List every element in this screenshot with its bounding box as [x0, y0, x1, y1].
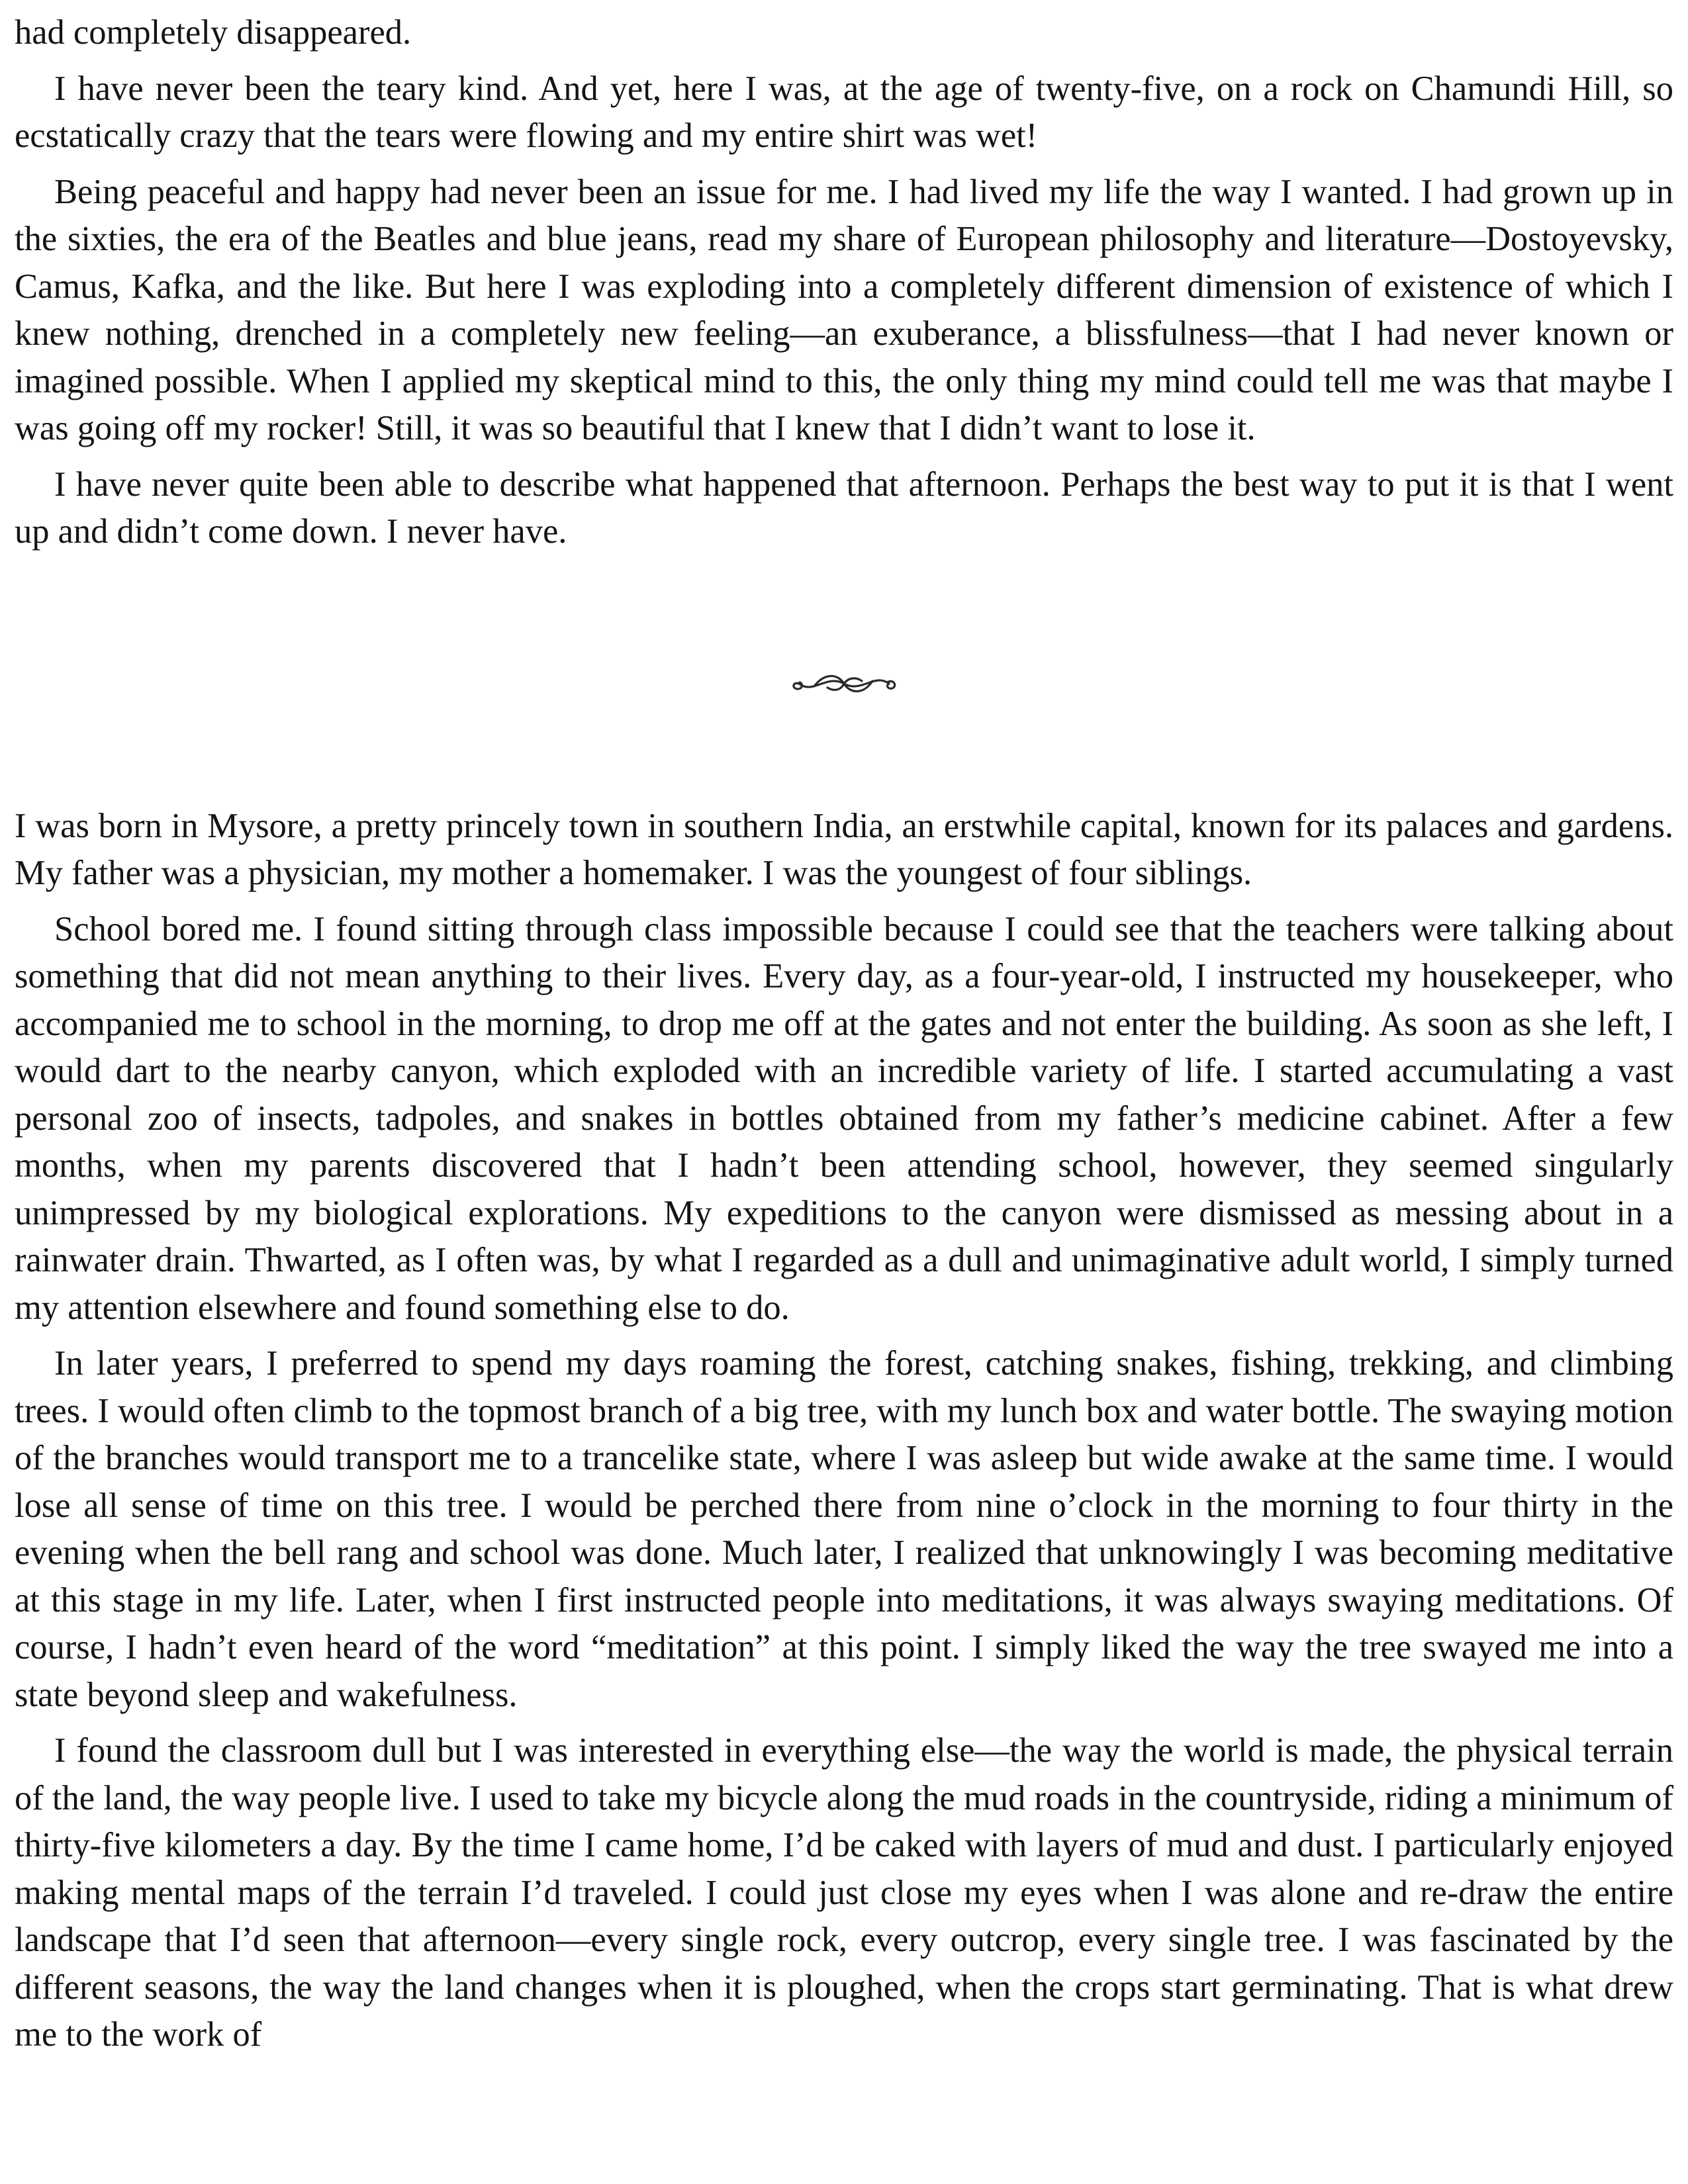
paragraph-peaceful: Being peaceful and happy had never been an issue for me. I had lived my life the way I wanted. I had grown up in the sixties, the era of the Beatles and blue jeans, read my share of European philosophy and literature—Dostoyevsky, Camus, Kafka, and the like. But here I was exploding into a completely different dimension of existence of which I knew nothing, drenched in a completely new feeling—an exuberance, a blissfulness—that I had never known or imagined possible. When I applied my skeptical mind to this, the only thing my mind could tell me was that maybe I was going off my rocker! Still, it was so beautiful that I knew that I didn’t want to lose it.	[15, 172, 1673, 447]
paragraph-born: I was born in Mysore, a pretty princely town in southern India, an erstwhile capital, known for its palaces and gardens. My father was a physician, my mother a homemaker. I was the youngest of four siblings.	[15, 806, 1673, 892]
book-page	[15, 9, 1673, 2068]
paragraph-teary: I have never been the teary kind. And yet, here I was, at the age of twenty-five, on a rock on Chamundi Hill, so ecstatically crazy that the tears were flowing and my entire shirt was wet!	[15, 69, 1673, 155]
flourish-ornament-icon	[788, 670, 900, 697]
section-divider	[15, 565, 1673, 803]
paragraph-later-years: In later years, I preferred to spend my days roaming the forest, catching snakes, fishing, trekking, and climbing trees. I would often climb to the topmost branch of a big tree, with my lunch box and water bottle. The swaying motion of the branches would transport me to a trancelike state, where I was asleep but wide awake at the same time. I would lose all sense of time on this tree. I would be perched there from nine o’clock in the morning to four thirty in the evening when the bell rang and school was done. Much later, I realized that unknowingly I was becoming meditative at this stage in my life. Later, when I first instructed people into meditations, it was always swaying meditations. Of course, I hadn’t even heard of the word “meditation” at this point. I simply liked the way the tree swayed me into a state beyond sleep and wakefulness.	[15, 1344, 1673, 1714]
paragraph-afternoon: I have never quite been able to describe what happened that afternoon. Perhaps the best way to put it is that I went up and didn’t come down. I never have.	[15, 465, 1673, 551]
paragraph-continuation: had completely disappeared.	[15, 13, 412, 52]
paragraph-classroom: I found the classroom dull but I was interested in everything else—the way the world is made, the physical terrain of the land, the way people live. I used to take my bicycle along the mud roads in the countryside, riding a minimum of thirty-five kilometers a day. By the time I came home, I’d be caked with layers of mud and dust. I particularly enjoyed making mental maps of the terrain I’d traveled. I could just close my eyes when I was alone and re-draw the entire landscape that I’d seen that afternoon—every single rock, every outcrop, every single tree. I was fascinated by the different seasons, the way the land changes when it is ploughed, when the crops start germinating. That is what drew me to the work of	[15, 1731, 1673, 2054]
paragraph-school: School bored me. I found sitting through class impossible because I could see that the teachers were talking about something that did not mean anything to their lives. Every day, as a four-year-old, I instructed my housekeeper, who accompanied me to school in the morning, to drop me off at the gates and not enter the building. As soon as she left, I would dart to the nearby canyon, which exploded with an incredible variety of life. I started accumulating a vast personal zoo of insects, tadpoles, and snakes in bottles obtained from my father’s medicine cabinet. After a few months, when my parents discovered that I hadn’t been attending school, however, they seemed singularly unimpressed by my biological explorations. My expeditions to the canyon were dismissed as messing about in a rainwater drain. Thwarted, as I often was, by what I regarded as a dull and unimaginative adult world, I simply turned my attention elsewhere and found something else to do.	[15, 909, 1673, 1327]
